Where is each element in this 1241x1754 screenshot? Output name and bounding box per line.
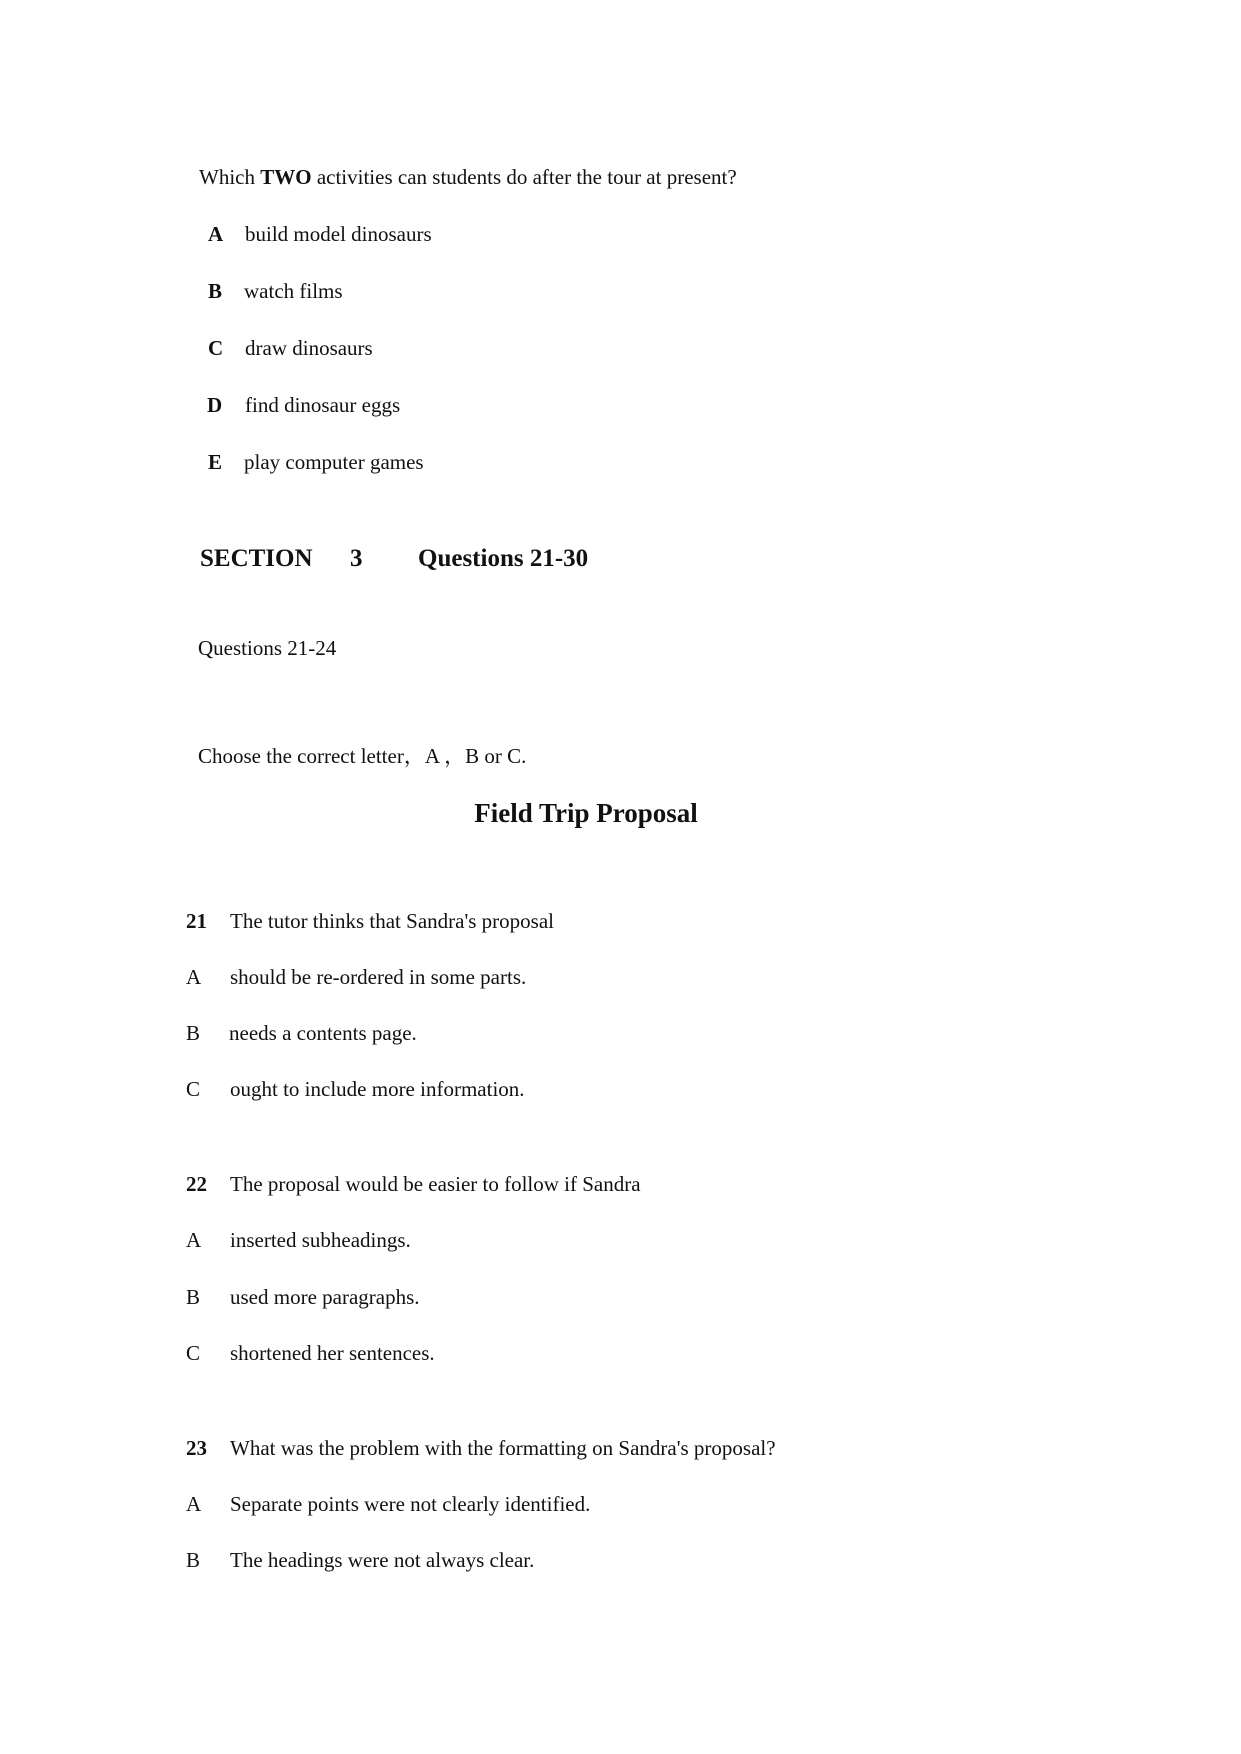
section-label: SECTION [200,545,313,572]
option-letter: A [208,222,224,246]
question-prompt [199,165,737,190]
page-title: Field Trip Proposal [474,798,698,828]
option-text: Separate points were not clearly identified. [230,1492,591,1516]
question-prompt-suffix: activities can students do after the tour at present? [311,165,737,189]
option-letter: C [208,336,224,360]
option-text: draw dinosaurs [245,336,373,360]
subsection-label: Questions 21-24 [198,636,337,660]
option-letter: C [186,1341,201,1365]
option-letter: A [186,1228,202,1252]
option-letter: D [207,393,223,417]
option-text: The headings were not always clear. [230,1548,535,1572]
option-text: find dinosaur eggs [245,393,401,417]
section-question-range: Questions 21-30 [418,545,589,572]
section-number: 3 [350,545,363,572]
option-letter: B [186,1285,201,1309]
option-text: inserted subheadings. [230,1228,411,1252]
option-letter: A [186,1492,202,1516]
question-number: 21 [186,909,207,933]
option-letter: B [186,1021,201,1045]
option-text: ought to include more information. [230,1077,525,1101]
option-text: needs a contents page. [229,1021,417,1045]
option-text: play computer games [244,450,424,474]
option-letter: B [208,279,223,303]
question-stem: The proposal would be easier to follow if Sandra [230,1172,641,1196]
instruction-text: Choose the correct letter，A ，B or C. [198,744,527,768]
option-text: used more paragraphs. [230,1285,420,1309]
option-text: shortened her sentences. [230,1341,435,1365]
question-number: 22 [186,1172,207,1196]
question-number: 23 [186,1436,207,1460]
question-stem: The tutor thinks that Sandra's proposal [230,909,554,933]
question-stem: What was the problem with the formatting on Sandra's proposal? [230,1436,776,1460]
option-letter: E [208,450,223,474]
question-prompt-prefix: Which [199,165,261,189]
option-letter: A [186,965,202,989]
option-text: watch films [244,279,343,303]
question-prompt-emphasis: TWO [260,165,312,189]
option-letter: B [186,1548,201,1572]
option-text: should be re-ordered in some parts. [230,965,527,989]
option-letter: C [186,1077,201,1101]
option-text: build model dinosaurs [245,222,432,246]
